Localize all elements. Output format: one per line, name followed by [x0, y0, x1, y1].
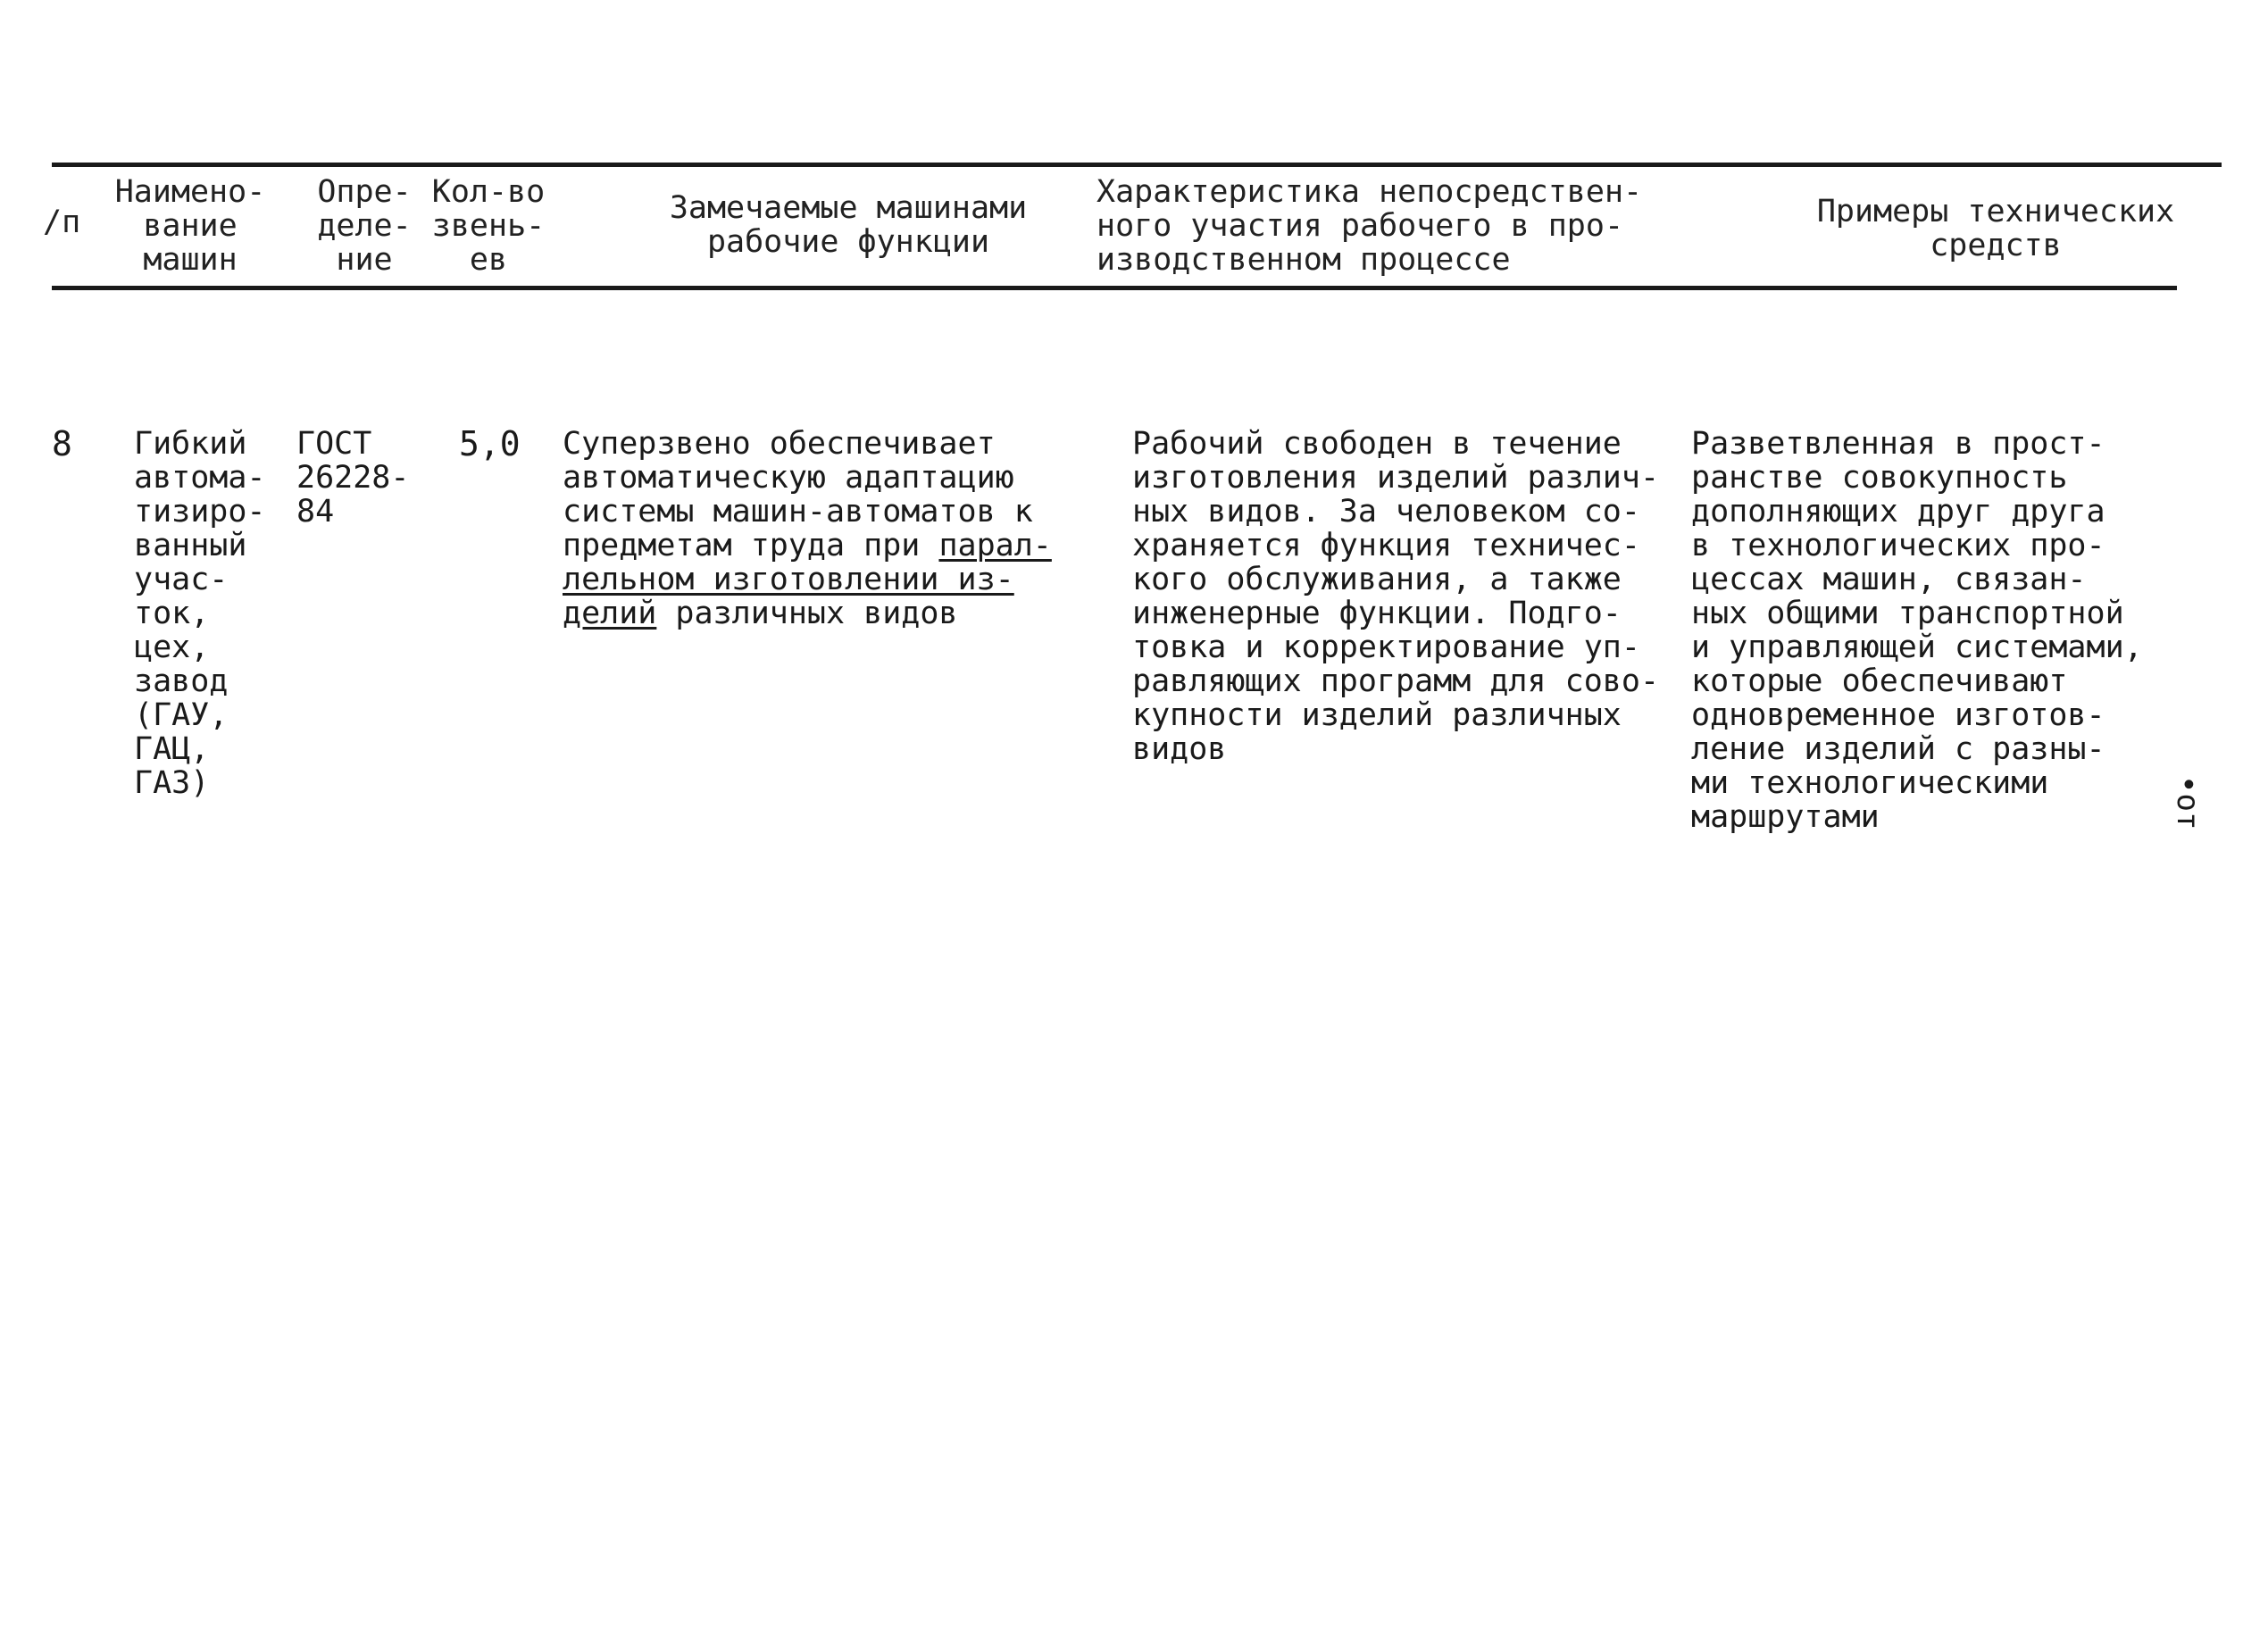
table-top-rule	[52, 163, 2222, 167]
functions-text-part2: различных видов	[656, 596, 958, 631]
table-header-bottom-rule	[52, 286, 2177, 290]
row-machine-name: Гибкий автома- тизиро- ванный учас- ток, цех, завод (ГАУ, ГАЦ, ГАЗ)	[134, 426, 266, 801]
header-technical-examples: Примеры технических средств	[1816, 194, 2175, 263]
header-number: /п	[43, 204, 81, 240]
header-machine-name: Наимено- вание машин	[114, 174, 266, 278]
row-worker-participation: Рабочий свободен в течение изготовления изделий различ- ных видов. За человеком со- храняется функция техничес- кого обслуживания, а также инженерные функции. Подго- товка и корректирование уп- равляющих программ для сово- купности изделий различных видов	[1132, 426, 1660, 767]
row-levels-count: 5,0	[459, 424, 521, 463]
row-technical-examples: Разветвленная в прост- ранстве совокупность дополняющих друг друга в технологических про- цессах машин, связан- ных общими транспортной и управляющей системами, которые обеспечивают одновременное изготов- ление изделий с разны- ми технологическими маршрутами	[1691, 426, 2143, 835]
functions-text-underlined: парал- лельном изготовлении из- делий	[563, 528, 1052, 631]
header-worker-participation: Характеристика непосредствен- ного участия рабочего в про- изводственном процессе	[1096, 174, 1643, 278]
row-work-functions	[563, 427, 1116, 630]
functions-text-part1: Суперзвено обеспечивает автоматическую адаптацию системы машин-автоматов к предметам труда при	[563, 426, 1033, 563]
header-work-functions: Замечаемые машинами рабочие функции	[669, 190, 1028, 260]
header-levels-count: Кол-во звень- ев	[431, 174, 546, 278]
margin-page-mark: •от	[2170, 775, 2205, 830]
row-definition: ГОСТ 26228- 84	[296, 426, 410, 530]
header-definition: Опре- деле- ние	[317, 174, 412, 278]
row-number: 8	[52, 424, 72, 463]
